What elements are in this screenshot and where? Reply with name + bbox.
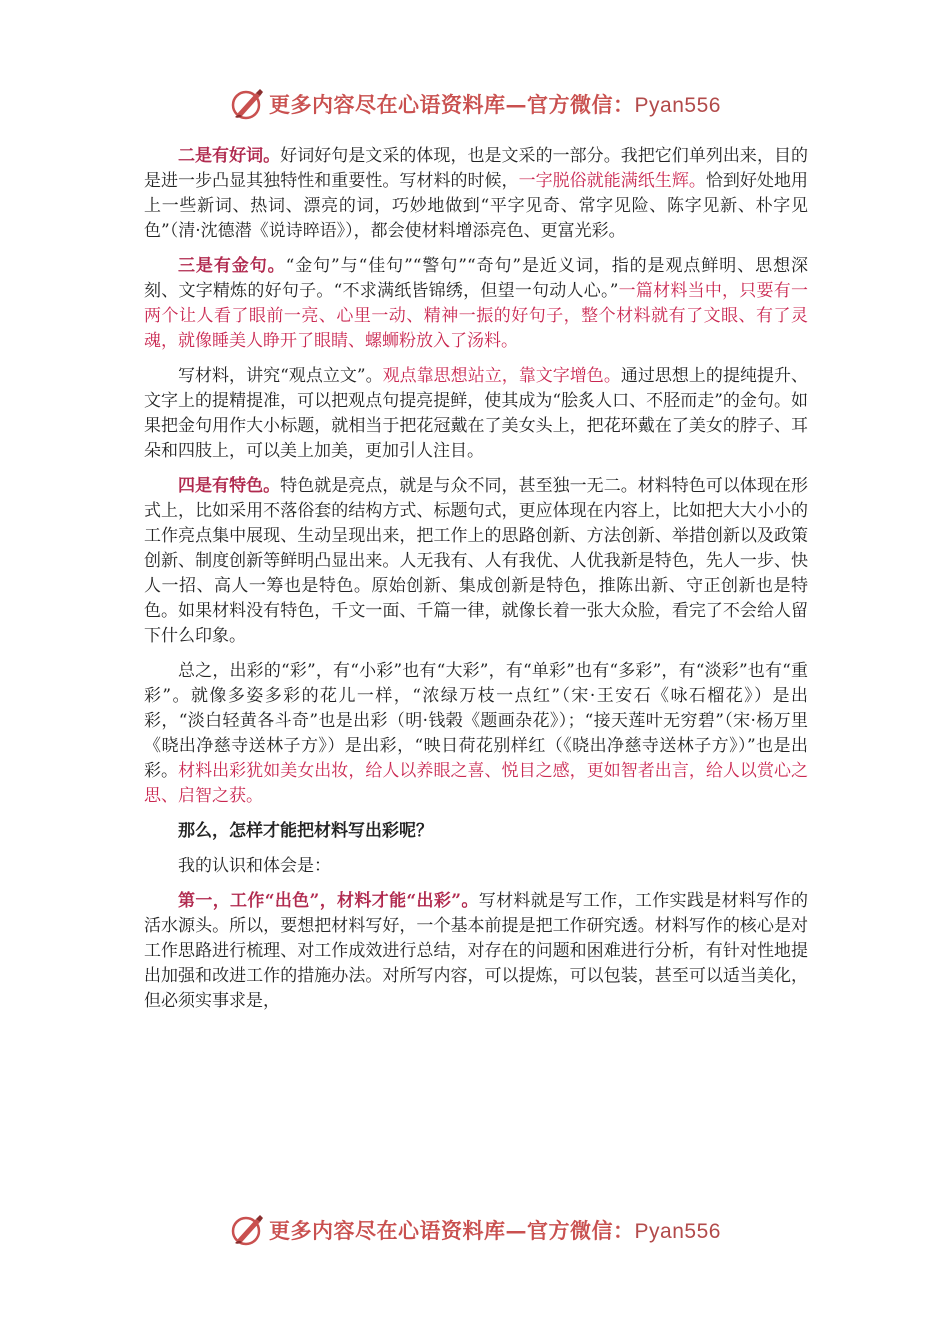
banner-text: 更多内容尽在心语资料库—官方微信：Pyan556 (269, 1218, 721, 1243)
paragraph: 总之，出彩的“彩”，有“小彩”也有“大彩”，有“单彩”也有“多彩”，有“淡彩”也有“重彩”。就像多姿多彩的花儿一样，“浓绿万枝一点红”（宋·王安石《咏石榴花》）是出彩，“淡白轻黄各斗奇”也是出彩（明·钱榖《题画杂花》）；“接天莲叶无穷碧”（宋·杨万里《晓出净慈寺送林子方》）是出彩，“映日荷花别样红（《晓出净慈寺送林子方》）”也是出彩。材料出彩犹如美女出妆，给人以养眼之喜、悦目之感，更如智者出言，给人以赏心之思、启智之获。 (144, 661, 809, 806)
paragraph: 四是有特色。特色就是亮点，就是与众不同，甚至独一无二。材料特色可以体现在形式上，比如采用不落俗套的结构方式、标题句式，更应体现在内容上，比如把大大小小的工作亮点集中展现、生动呈现出来，把工作上的思路创新、方法创新、举措创新以及政策创新、制度创新等鲜明凸显出来。人无我有、人有我优、人优我新是特色，先人一步、快人一招、高人一筹也是特色。原始创新、集成创新是特色，推陈出新、守正创新也是特色。如果材料没有特色，千文一面、千篇一律，就像长着一张大众脸，看完了不会给人留下什么印象。 (144, 476, 809, 646)
paragraph: 我的认识和体会是： (178, 856, 331, 876)
wechat-id: Pyan556 (634, 1220, 721, 1243)
wechat-id: Pyan556 (634, 94, 721, 117)
paragraph: 写材料，讲究“观点立文”。观点靠思想站立，靠文字增色。通过思想上的提纯提升、文字上的提精提准，可以把观点句提亮提鲜，使其成为“脍炙人口、不胫而走”的金句。如果把金句用作大小标题，就相当于把花冠戴在了美女头上，把花环戴在了美女的脖子、耳朵和四肢上，可以美上加美，更加引人注目。 (144, 366, 809, 461)
document-body (144, 144, 808, 1024)
pen-logo-icon (229, 86, 265, 122)
paragraph: 三是有金句。“金句”与“佳句”“警句”“奇句”是近义词，指的是观点鲜明、思想深刻、文字精炼的好句子。“不求满纸皆锦绣，但望一句动人心。”一篇材料当中，只要有一两个让人看了眼前一亮、心里一动、精神一振的好句子，整个材料就有了文眼、有了灵魂，就像睡美人睁开了眼睛、螺蛳粉放入了汤料。 (144, 256, 808, 351)
banner-text: 更多内容尽在心语资料库—官方微信：Pyan556 (269, 92, 721, 117)
question-heading: 那么，怎样才能把材料写出彩呢？ (178, 821, 433, 841)
paragraph: 二是有好词。好词好句是文采的体现，也是文采的一部分。我把它们单列出来，目的是进一步凸显其独特性和重要性。写材料的时候，一字脱俗就能满纸生辉。恰到好处地用上一些新词、热词、漂亮的词，巧妙地做到“平字见奇、常字见险、陈字见新、朴字见色”（清·沈德潜《说诗晬语》），都会使材料增添亮色、更富光彩。 (144, 146, 809, 241)
header-banner (0, 82, 950, 126)
pen-logo-icon (229, 1212, 265, 1248)
footer-banner (0, 1208, 950, 1252)
paragraph: 第一，工作“出色”，材料才能“出彩”。写材料就是写工作，工作实践是材料写作的活水源头。所以，要想把材料写好，一个基本前提是把工作研究透。材料写作的核心是对工作思路进行梳理、对工作成效进行总结，对存在的问题和困难进行分析，有针对性地提出加强和改进工作的措施办法。对所写内容，可以提炼，可以包装，甚至可以适当美化，但必须实事求是， (144, 891, 808, 1011)
